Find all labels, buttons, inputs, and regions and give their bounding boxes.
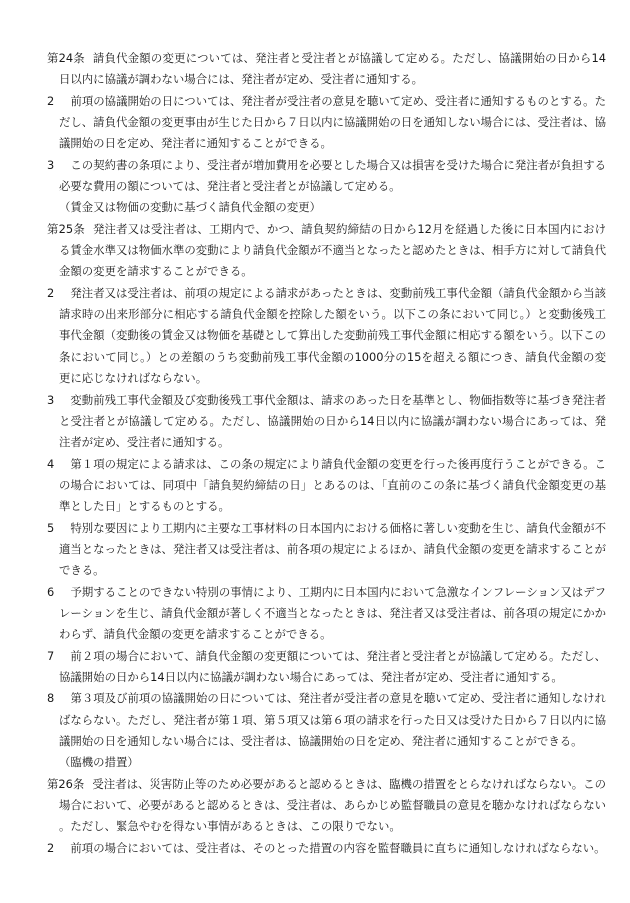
article-number: 第26条: [47, 776, 85, 791]
article-number: 第25条: [47, 221, 85, 236]
article-26-heading: （臨機の措置）: [59, 755, 139, 770]
article-25-paragraph-7: [47, 646, 606, 689]
article-25-paragraph-5: [47, 518, 606, 582]
paragraph-text: 前項の場合においては、受注者は、そのとった措置の内容を監督職員に直ちに通知しなければならない。: [70, 840, 606, 855]
paragraph-text: 請負代金額の変更については、発注者と受注者とが協議して定める。ただし、協議開始の日から14日以内に協議が調わない場合には、発注者が定め、受注者に通知する。: [59, 51, 606, 87]
article-25-paragraph-2: [47, 283, 606, 390]
paragraph-text: 変動前残工事代金額及び変動後残工事代金額は、請求のあった日を基準とし、物価指数等に基づき発注者と受注者とが協議して定める。ただし、協議開始の日から14日以内に協議が調わない場合にあっては、発注者が定め、受注者に通知する。: [59, 392, 606, 450]
article-25: [47, 197, 606, 752]
article-24-paragraph-3: [47, 155, 606, 198]
article-25-paragraph-6: [47, 582, 606, 646]
paragraph-number: 8: [47, 691, 55, 706]
article-number: 第24条: [47, 51, 85, 65]
paragraph-number: 3: [47, 392, 55, 407]
paragraph-number: 6: [47, 584, 55, 599]
paragraph-number: 3: [47, 157, 55, 172]
paragraph-number: 2: [47, 285, 55, 300]
paragraph-text: 前２項の場合において、請負代金額の変更額については、発注者と受注者とが協議して定める。ただし、協議開始の日から14日以内に協議が調わない場合にあっては、発注者が定め、受注者に通知する。: [59, 648, 606, 684]
article-26: [47, 752, 606, 859]
paragraph-text: 発注者又は受注者は、前項の規定による請求があったときは、変動前残工事代金額（請負代金額から当該請求時の出来形部分に相応する請負代金額を控除した額をいう。以下この条において同じ。）と変動後残工事代金額（変動後の賃金又は物価を基礎として算出した変動前残工事代金額に相応する額をいう。以下この条において同じ。）との差額のうち変動前残工事代金額の1000分の15を超える額につき、請負代金額の変更に応じなければならない。: [59, 285, 606, 386]
paragraph-number: 5: [47, 520, 55, 535]
paragraph-text: この契約書の条項により、受注者が増加費用を必要とした場合又は損害を受けた場合に発注者が負担する必要な費用の額については、発注者と受注者とが協議して定める。: [59, 157, 606, 194]
article-25-paragraph-4: [47, 454, 606, 518]
article-26-paragraph-2: [47, 838, 606, 859]
article-25-paragraph-8: [47, 688, 606, 752]
paragraph-number: 2: [47, 840, 55, 855]
paragraph-number: 2: [47, 93, 55, 108]
article-24: [47, 48, 606, 197]
paragraph-text: 第１項の規定による請求は、この条の規定により請負代金額の変更を行った後再度行うことができる。この場合においては、同項中「請負契約締結の日」とあるのは、「直前のこの条に基づく請負代金額変更の基準とした日」とするものとする。: [59, 456, 606, 514]
article-25-heading: （賃金又は物価の変動に基づく請負代金額の変更）: [59, 200, 321, 215]
paragraph-text: 発注者又は受注者は、工期内で、かつ、請負契約締結の日から12月を経過した後に日本国内における賃金水準又は物価水準の変動により請負代金額が不適当となったと認めたときは、相手方に対して請負代金額の変更を請求することができる。: [59, 221, 606, 279]
paragraph-text: 受注者は、災害防止等のため必要があると認めるときは、臨機の措置をとらなければならない。この場合において、必要があると認めるときは、受注者は、あらかじめ監督職員の意見を聴かなければならない。ただし、緊急やむを得ない事情があるときは、この限りでない。: [59, 776, 606, 834]
article-25-paragraph-1: [47, 219, 606, 283]
paragraph-text: 第３項及び前項の協議開始の日については、発注者が受注者の意見を聴いて定め、受注者に通知しなければならない。ただし、発注者が第１項、第５項又は第６項の請求を行った日又は受けた日から７日以内に協議開始の日を通知しない場合には、受注者は、協議開始の日を定め、発注者に通知することができる。: [59, 691, 606, 748]
paragraph-text: 予期することのできない特別の事情により、工期内に日本国内において急激なインフレーション又はデフレーションを生じ、請負代金額が著しく不適当となったときは、発注者又は受注者は、前各項の規定にかかわらず、請負代金額の変更を請求することができる。: [59, 584, 606, 642]
article-25-paragraph-3: [47, 390, 606, 454]
article-24-paragraph-1: [47, 48, 606, 91]
paragraph-text: 特別な要因により工期内に主要な工事材料の日本国内における価格に著しい変動を生じ、請負代金額が不適当となったときは、発注者又は受注者は、前各項の規定によるほか、請負代金額の変更を請求することができる。: [59, 520, 606, 578]
article-26-paragraph-1: [47, 774, 606, 838]
paragraph-number: 7: [47, 648, 55, 663]
article-24-paragraph-2: [47, 91, 606, 155]
paragraph-text: 前項の協議開始の日については、発注者が受注者の意見を聴いて定め、受注者に通知するものとする。ただし、請負代金額の変更事由が生じた日から７日以内に協議開始の日を通知しない場合には、受注者は、協議開始の日を定め、発注者に通知することができる。: [59, 93, 606, 151]
paragraph-number: 4: [47, 456, 55, 471]
